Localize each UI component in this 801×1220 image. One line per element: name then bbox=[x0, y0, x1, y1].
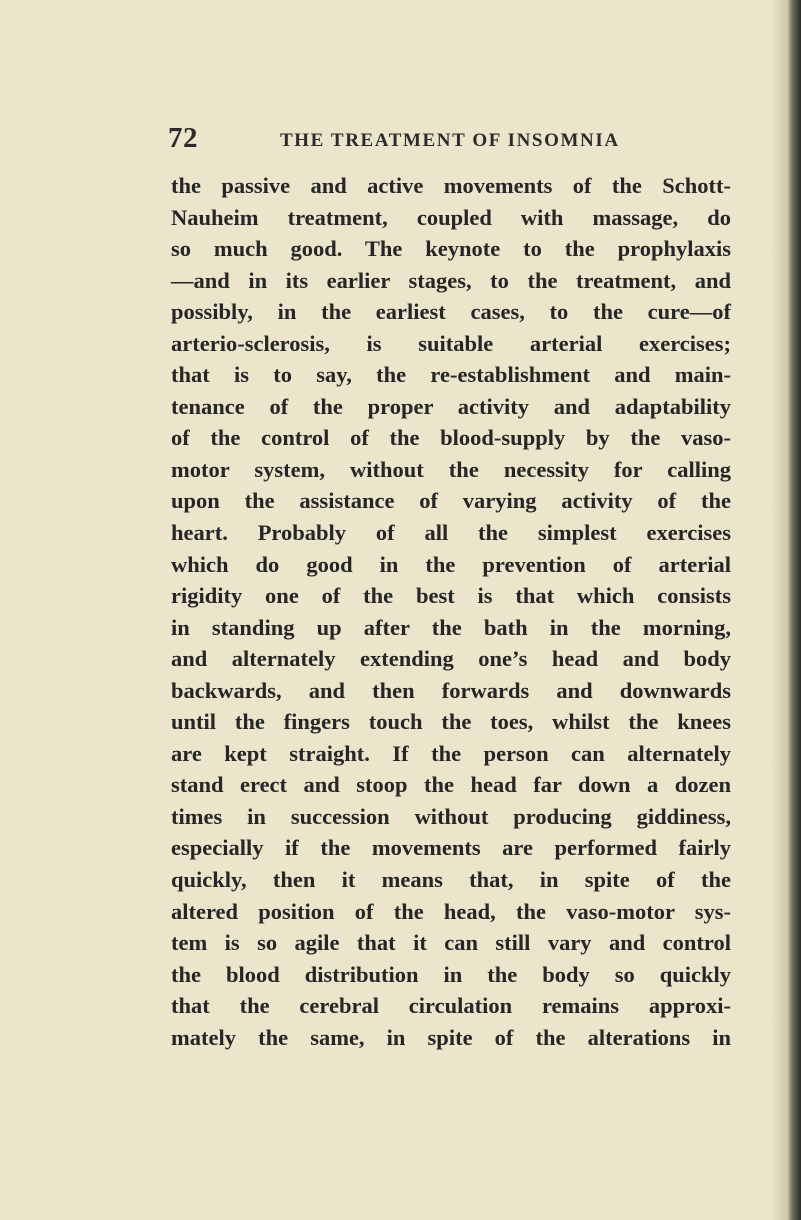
text-line: that the cerebral circulation remains approxi- bbox=[171, 993, 731, 1019]
text-line: in standing up after the bath in the morning, bbox=[171, 614, 731, 640]
text-line: tem is so agile that it can still vary and control bbox=[171, 930, 731, 956]
text-line: upon the assistance of varying activity of the bbox=[171, 488, 731, 514]
text-line: backwards, and then forwards and downwards bbox=[171, 677, 731, 703]
text-line: until the fingers touch the toes, whilst the knees bbox=[171, 709, 731, 735]
text-line: rigidity one of the best is that which consists bbox=[171, 583, 731, 609]
text-line: Nauheim treatment, coupled with massage, do bbox=[171, 204, 731, 230]
text-line: that is to say, the re-establishment and main- bbox=[171, 362, 731, 388]
text-line: the blood distribution in the body so quickly bbox=[171, 961, 731, 987]
text-line: times in succession without producing giddiness, bbox=[171, 803, 731, 829]
text-line: —and in its earlier stages, to the treatment, and bbox=[171, 267, 731, 293]
text-line: the passive and active movements of the Schott- bbox=[171, 173, 731, 198]
text-line: heart. Probably of all the simplest exercises bbox=[171, 520, 731, 546]
text-line: mately the same, in spite of the alterations in bbox=[171, 1024, 731, 1050]
page-header bbox=[168, 122, 728, 162]
running-title: THE TREATMENT OF INSOMNIA bbox=[280, 130, 620, 151]
page-gutter-shadow bbox=[771, 0, 787, 1220]
text-line: of the control of the blood-supply by the vaso- bbox=[171, 425, 731, 451]
text-line: motor system, without the necessity for calling bbox=[171, 456, 731, 482]
body-paragraph bbox=[171, 170, 731, 1053]
text-line: possibly, in the earliest cases, to the cure—of bbox=[171, 299, 731, 325]
text-line: arterio-sclerosis, is suitable arterial exercises; bbox=[171, 330, 731, 356]
page-number: 72 bbox=[168, 122, 198, 154]
text-line: altered position of the head, the vaso-motor sys- bbox=[171, 898, 731, 924]
page-edge bbox=[787, 0, 801, 1220]
text-line: stand erect and stoop the head far down a dozen bbox=[171, 772, 731, 798]
text-line: are kept straight. If the person can alternately bbox=[171, 740, 731, 766]
text-line: tenance of the proper activity and adaptability bbox=[171, 393, 731, 419]
text-line: which do good in the prevention of arterial bbox=[171, 551, 731, 577]
text-line: especially if the movements are performed fairly bbox=[171, 835, 731, 861]
text-line: and alternately extending one’s head and body bbox=[171, 646, 731, 672]
text-line: so much good. The keynote to the prophylaxis bbox=[171, 236, 731, 262]
text-line: quickly, then it means that, in spite of the bbox=[171, 867, 731, 893]
